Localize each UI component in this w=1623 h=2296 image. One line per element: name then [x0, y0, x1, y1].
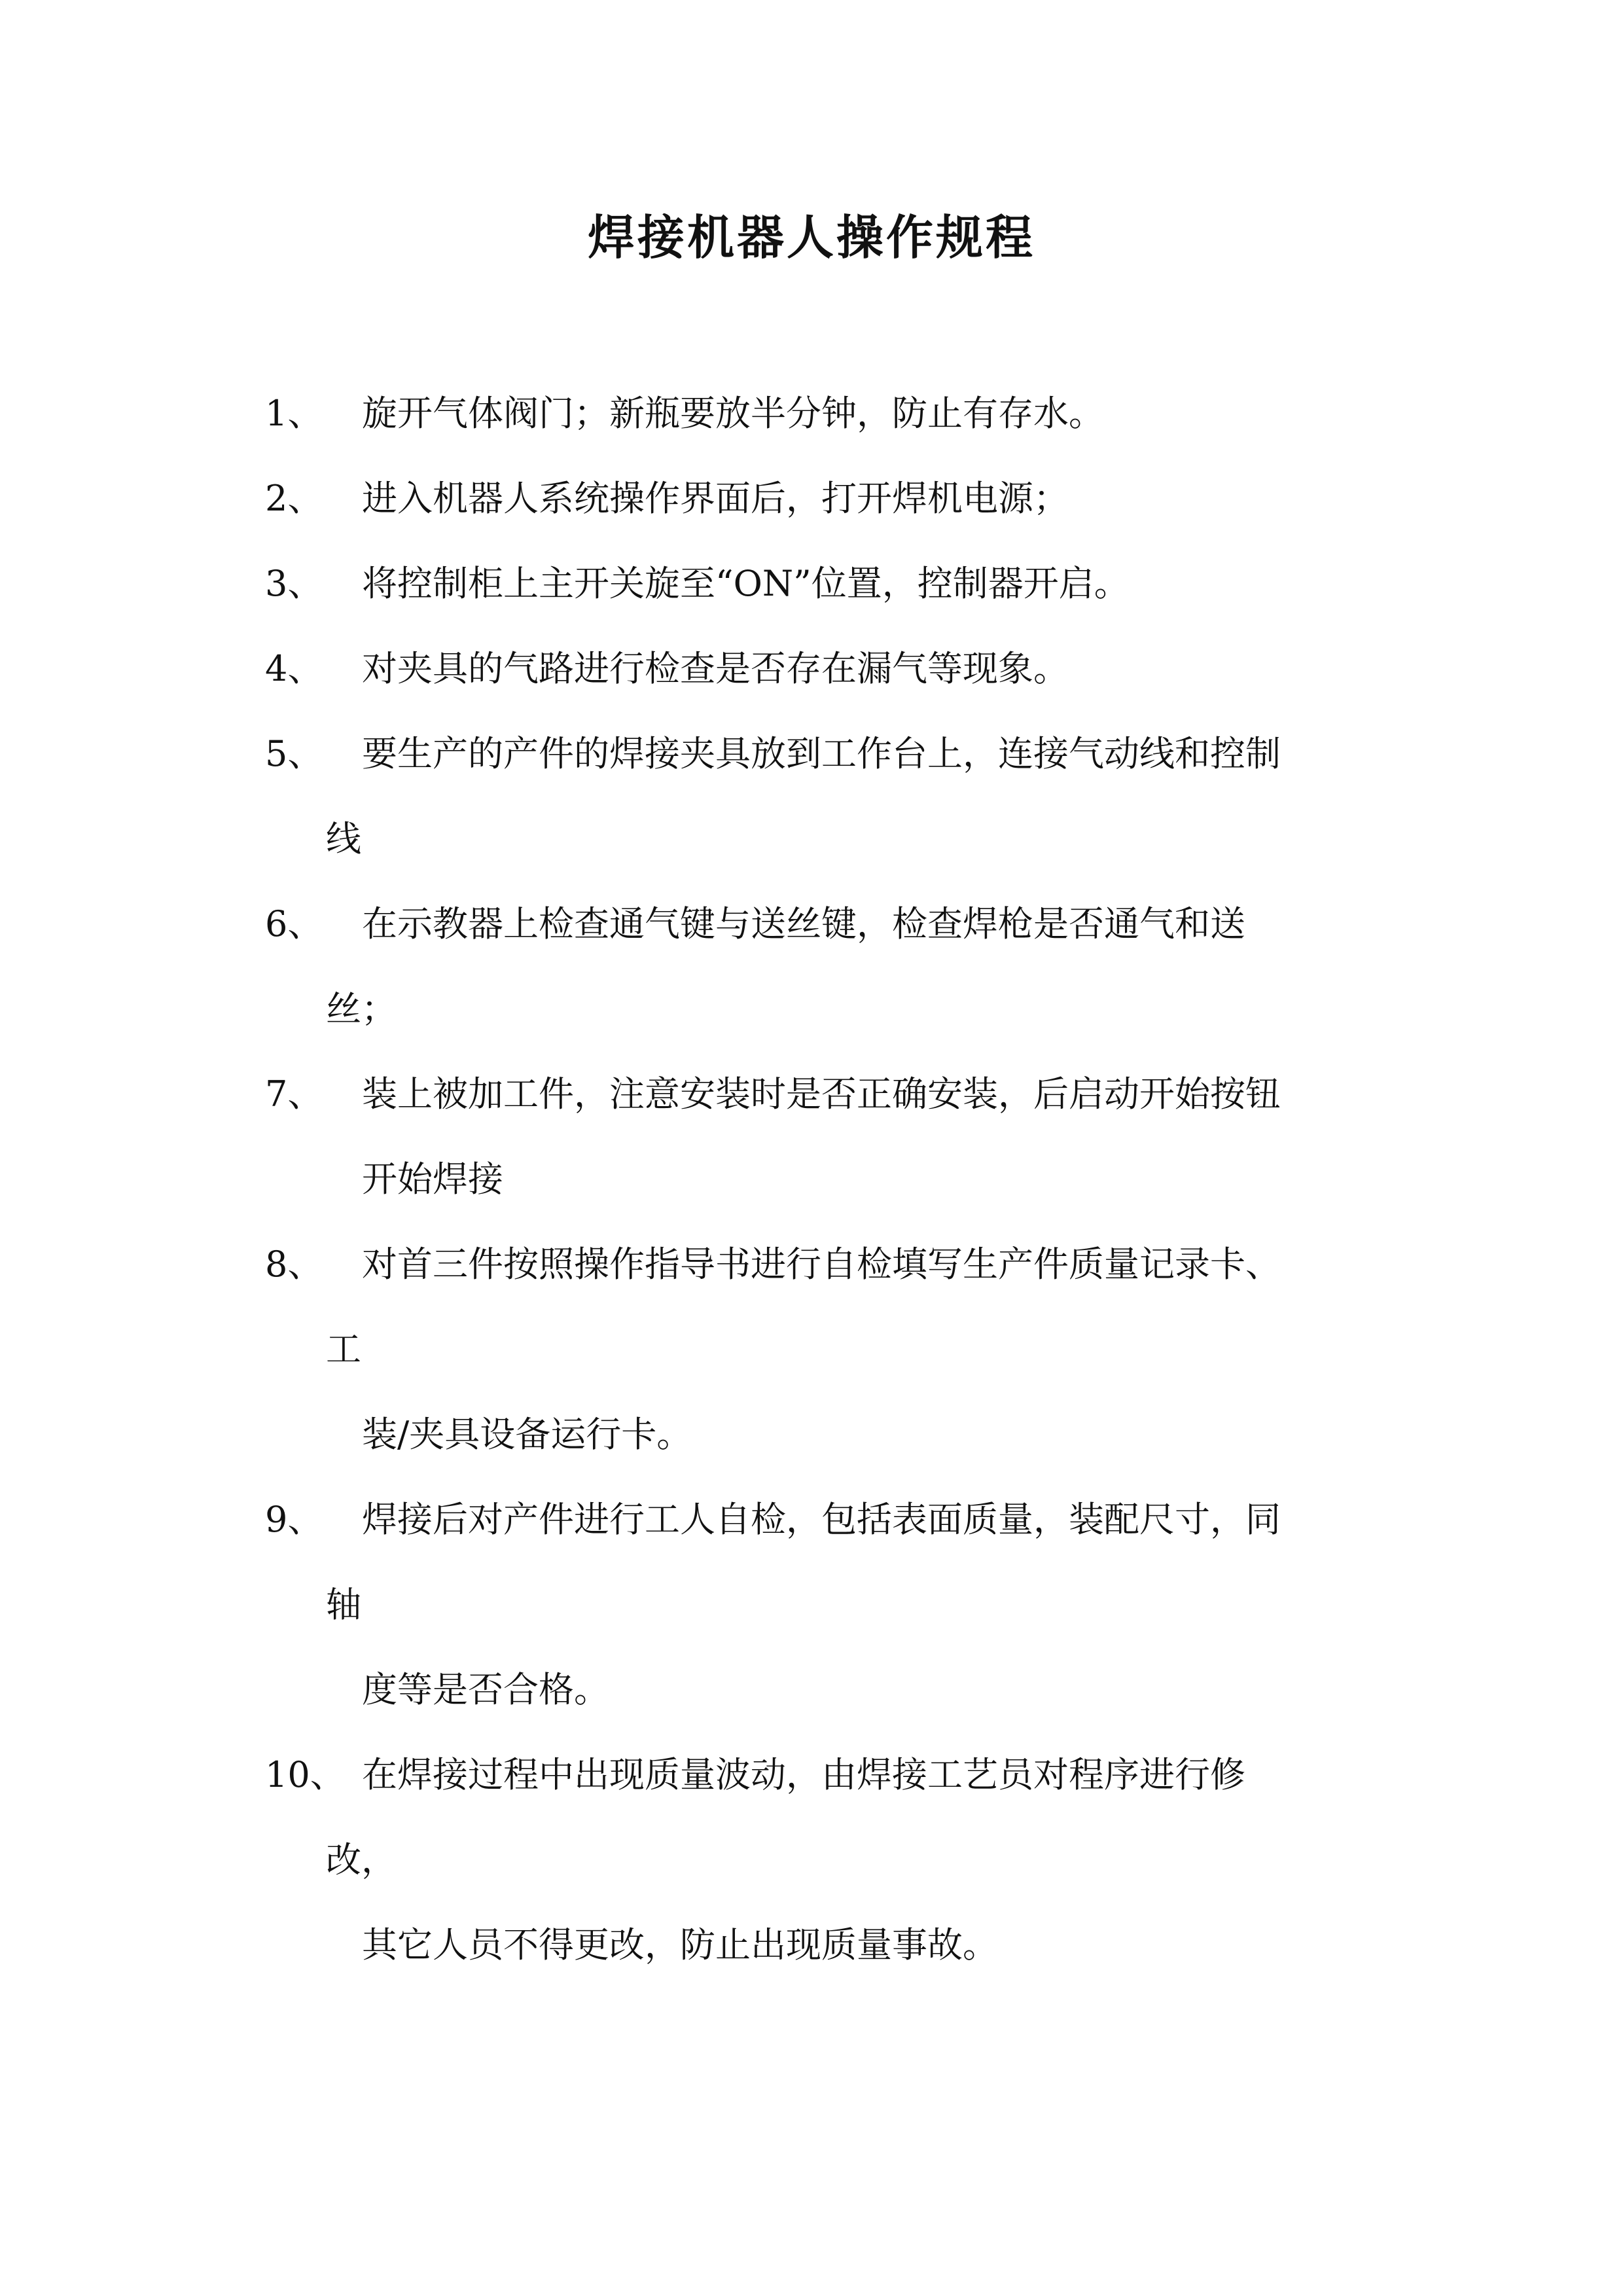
- item-text: 对夹具的气路进行检查是否存在漏气等现象。: [362, 648, 1069, 689]
- item-text: 在示教器上检查通气键与送丝键，检查焊枪是否通气和送: [362, 903, 1245, 944]
- item-text: 要生产的产件的焊接夹具放到工作台上，连接气动线和控制: [362, 733, 1281, 774]
- item-text: 对首三件按照操作指导书进行自检填写生产件质量记录卡、: [362, 1244, 1281, 1285]
- item-number: 6、: [265, 903, 323, 944]
- item-number: 5、: [265, 733, 323, 774]
- item-number: 4、: [265, 648, 323, 689]
- item-text: 在焊接过程中出现质量波动，由焊接工艺员对程序进行修: [362, 1754, 1245, 1795]
- item-text: 旋开气体阀门；新瓶要放半分钟，防止有存水。: [362, 393, 1104, 434]
- item-text: 装上被加工件，注意安装时是否正确安装，后启动开始按钮: [362, 1073, 1281, 1115]
- item-number: 1、: [265, 393, 323, 434]
- item-number: 2、: [265, 478, 323, 519]
- item-text: 焊接后对产件进行工人自检，包括表面质量，装配尺寸，同: [362, 1499, 1281, 1540]
- item-wrap-text: 轴: [326, 1584, 361, 1625]
- item-cont-text: 装/夹具设备运行卡。: [362, 1414, 692, 1455]
- item-text: 将控制柜上主开关旋至“ON”位置，控制器开启。: [362, 563, 1130, 604]
- item-number: 7、: [265, 1073, 323, 1115]
- item-number: 9、: [265, 1499, 323, 1540]
- item-cont-text: 度等是否合格。: [362, 1669, 609, 1710]
- item-wrap-text: 改，: [326, 1839, 397, 1880]
- item-number: 3、: [265, 563, 323, 604]
- item-number: 10、: [265, 1754, 346, 1795]
- item-wrap-text: 工: [326, 1329, 361, 1370]
- item-cont-text: 其它人员不得更改，防止出现质量事故。: [362, 1924, 998, 1965]
- document-title: 焊接机器人操作规程: [587, 209, 1035, 265]
- item-wrap-text: 线: [326, 818, 361, 859]
- item-cont-text: 开始焊接: [362, 1158, 503, 1200]
- item-text: 进入机器人系统操作界面后，打开焊机电源；: [362, 478, 1069, 519]
- item-number: 8、: [265, 1244, 323, 1285]
- item-wrap-text: 丝；: [326, 988, 397, 1030]
